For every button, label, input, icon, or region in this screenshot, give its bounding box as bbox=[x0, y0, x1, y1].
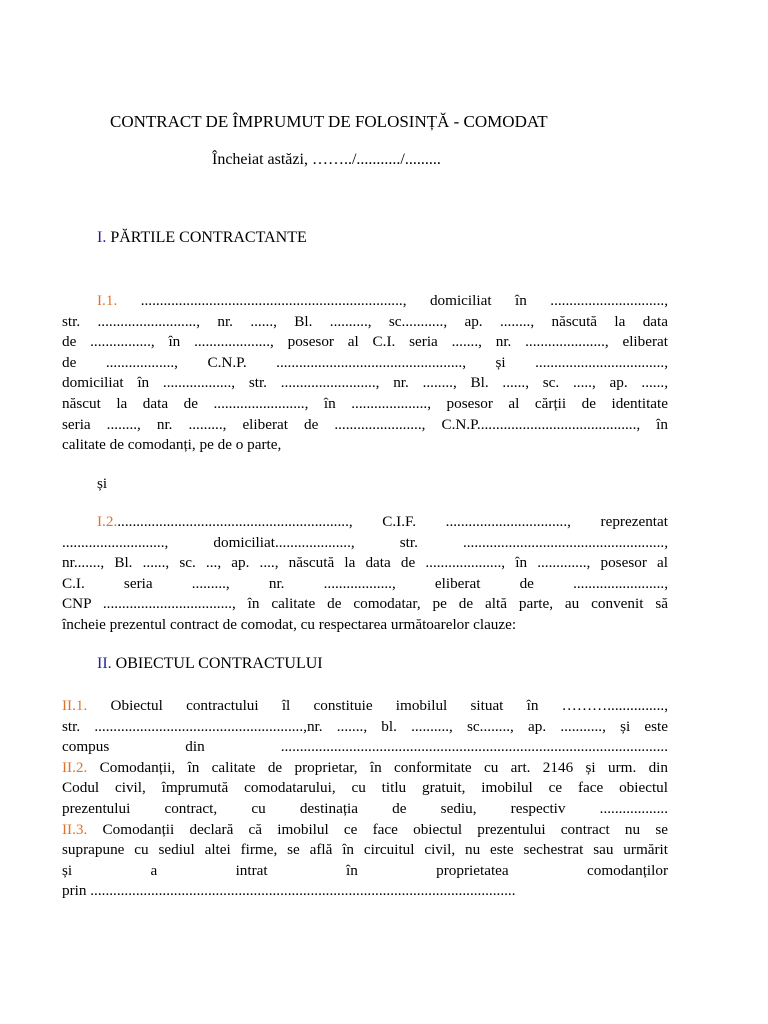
clause-1-2-number: I.2. bbox=[97, 513, 118, 530]
clause-1-1-line: de ................, în ...................., posesor al C.I. seria ......., nr. ....................., eliberat bbox=[62, 333, 668, 351]
clause-1-1-line: născut la data de ........................, în ...................., posesor al cărții de identitate bbox=[62, 394, 668, 412]
document-title: CONTRACT DE ÎMPRUMUT DE FOLOSINȚĂ - COMODAT bbox=[110, 112, 548, 131]
clause-2-3-number: II.3. bbox=[62, 820, 88, 838]
section-1-heading bbox=[97, 229, 307, 247]
document-date-line: Încheiat astăzi, ……../.........../......... bbox=[212, 151, 441, 168]
clause-1-2-line: încheie prezentul contract de comodat, cu respectarea următoarelor clauze: bbox=[62, 615, 517, 633]
clause-2-1-line: str. .......................................................,nr. ......., bl. .........., sc........, ap. ..........., și este bbox=[62, 717, 668, 735]
section-2-heading bbox=[97, 655, 323, 673]
clause-1-2-line: nr......., Bl. ......, sc. ..., ap. ...., născută la data de ...................., în ............., posesor al bbox=[62, 554, 668, 572]
clause-2-2-line: II.2. Comodanții, în calitate de proprietar, în conformitate cu art. 2146 și urm. din bbox=[62, 758, 668, 776]
clause-2-1-line: II.1. Obiectul contractului îl constituie imobilul situat în ………..............., bbox=[62, 697, 668, 714]
clause-2-2-line: prezentului contract, cu destinația de sediu, respectiv .................. bbox=[62, 799, 668, 817]
clause-2-1-number: II.1. bbox=[62, 697, 88, 714]
section-2-title: OBIECTUL CONTRACTULUI bbox=[111, 655, 323, 672]
clause-1-1-number: I.1. bbox=[97, 292, 118, 309]
clause-1-2 bbox=[62, 512, 668, 636]
clause-1-1-line: seria ........, nr. ........., eliberat de ......................., C.N.P.........................................., în bbox=[62, 415, 668, 433]
clause-1-1-line: calitate de comodanți, pe de o parte, bbox=[62, 436, 282, 454]
clause-1-2-line: ..........................., domiciliat...................., str. ....................................................., bbox=[62, 533, 668, 551]
clause-2-1-line: compus din ...................................................................................................... bbox=[62, 738, 668, 756]
clause-1-2-line: I.2.............................................................., C.I.F. ................................, reprezentat bbox=[97, 513, 668, 530]
clause-1-1-line: str. .........................., nr. ......, Bl. .........., sc..........., ap. ........, născută la data bbox=[62, 312, 668, 330]
conjunction-and: și bbox=[97, 475, 108, 492]
clause-1-2-line: CNP .................................., în calitate de comodatar, pe de altă parte, au convenit să bbox=[62, 595, 668, 613]
section-1-number: I. bbox=[97, 229, 107, 246]
clauses-2 bbox=[62, 696, 668, 902]
clause-2-3-line: și a intrat în proprietatea comodanților bbox=[62, 861, 668, 879]
clause-2-2-number: II.2. bbox=[62, 758, 88, 776]
clause-2-3-line: II.3. Comodanții declară că imobilul ce face obiectul prezentului contract nu se bbox=[62, 820, 668, 838]
clause-2-3-line: prin ................................................................................................................ bbox=[62, 882, 516, 900]
section-2-number: II. bbox=[97, 655, 112, 672]
clause-1-1-line: domiciliat în .................., str. ........................., nr. ........, Bl. ......, sc. ....., ap. ......, bbox=[62, 374, 668, 392]
section-1-title: PĂRTILE CONTRACTANTE bbox=[106, 229, 307, 246]
clause-1-2-line: C.I. seria ........., nr. .................., eliberat de ........................, bbox=[62, 574, 668, 592]
clause-1-1 bbox=[62, 291, 668, 456]
clause-2-2-line: Codul civil, împrumută comodatarului, cu titlu gratuit, imobilul ce face obiectul bbox=[62, 779, 668, 797]
clause-1-1-line: I.1. ....................................................................., domiciliat în .............................., bbox=[97, 292, 668, 309]
clause-1-1-line: de .................., C.N.P. ................................................., și .................................., bbox=[62, 353, 668, 371]
clause-2-3-line: suprapune cu sediul altei firme, se află în circuitul civil, nu este sechestrat sau urmărit bbox=[62, 841, 668, 859]
